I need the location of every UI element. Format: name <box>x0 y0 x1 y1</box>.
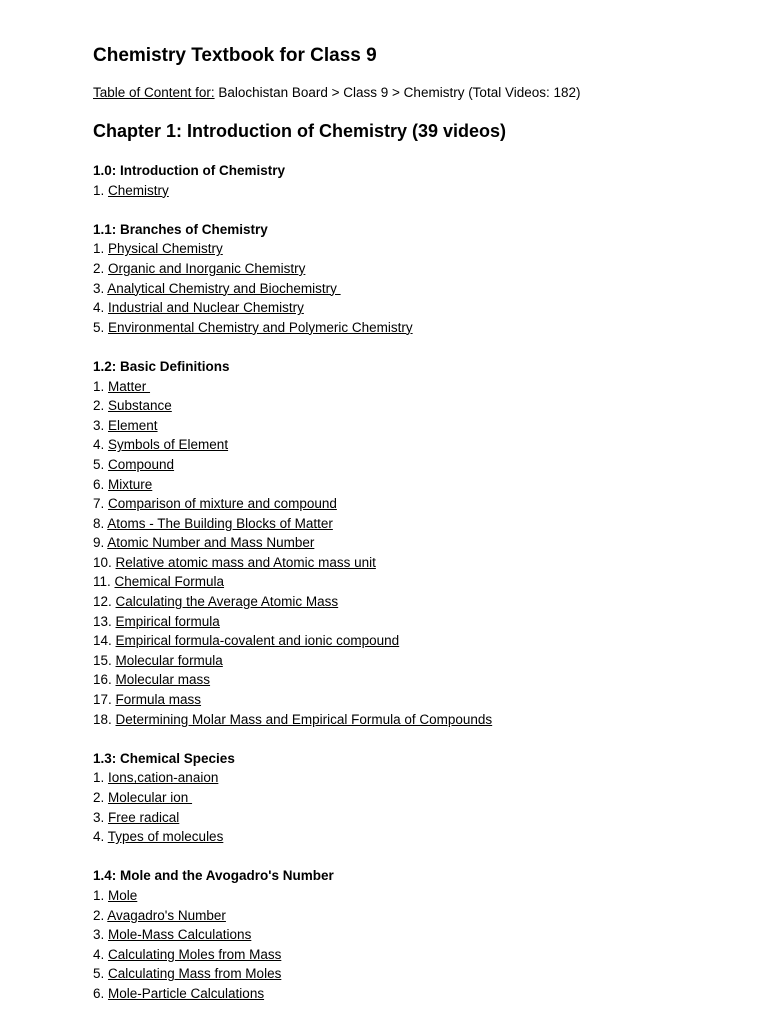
item-number: 7. <box>93 496 109 512</box>
toc-path: Balochistan Board > Class 9 > Chemistry (Total Videos: 182) <box>214 85 581 100</box>
video-link[interactable]: Relative atomic mass and Atomic mass unit <box>115 554 376 570</box>
item-number: 2. <box>93 260 109 276</box>
item-number: 5. <box>93 319 109 335</box>
sections-list <box>93 161 492 1023</box>
list-item <box>93 827 492 847</box>
video-link[interactable]: Calculating Mass from Moles <box>108 966 282 982</box>
video-link[interactable]: Element <box>108 417 158 433</box>
section-heading: 1.3: Chemical Species <box>93 750 235 766</box>
item-number: 2. <box>93 790 109 805</box>
item-number: 17. <box>93 692 116 708</box>
list-item <box>93 592 492 612</box>
video-link[interactable]: Organic and Inorganic Chemistry <box>108 260 306 276</box>
video-link[interactable]: Molecular formula <box>115 652 223 668</box>
video-link[interactable]: Analytical Chemistry and Biochemistry <box>107 280 341 296</box>
list-item <box>93 886 492 906</box>
item-number: 3. <box>93 280 108 296</box>
item-number: 4. <box>93 300 109 316</box>
video-link[interactable]: Substance <box>108 398 172 414</box>
list-item <box>93 945 492 965</box>
video-link[interactable]: Mole-Particle Calculations <box>108 985 265 1001</box>
item-number: 10. <box>93 554 116 570</box>
item-number: 5. <box>93 966 109 982</box>
item-number: 3. <box>93 809 109 825</box>
section-heading: 1.0: Introduction of Chemistry <box>93 163 286 178</box>
toc-prefix: Table of Content for: <box>93 85 215 100</box>
list-item <box>93 181 492 201</box>
list-item <box>93 631 492 651</box>
video-link[interactable]: Formula mass <box>115 692 202 708</box>
video-link[interactable]: Mole-Mass Calculations <box>108 927 252 943</box>
list-item <box>93 788 492 808</box>
item-number: 6. <box>93 985 109 1001</box>
list-item <box>93 906 492 926</box>
item-number: 6. <box>93 476 109 492</box>
list-item <box>93 279 492 299</box>
video-link[interactable]: Molecular ion <box>108 790 193 805</box>
video-link[interactable]: Avagadro's Number <box>107 907 226 923</box>
item-number: 3. <box>93 927 109 943</box>
video-link[interactable]: Chemistry <box>108 182 169 198</box>
list-item <box>93 416 492 436</box>
list-item <box>93 925 492 945</box>
video-link[interactable]: Atoms - The Building Blocks of Matter <box>107 515 333 531</box>
item-number: 1. <box>93 378 109 394</box>
video-link[interactable]: Empirical formula-covalent and ionic compound <box>115 633 400 649</box>
item-number: 1. <box>93 241 109 257</box>
section <box>93 749 492 847</box>
list-item <box>93 514 492 534</box>
table-of-content-line <box>93 85 581 100</box>
item-number: 2. <box>93 398 109 414</box>
list-item <box>93 670 492 690</box>
list-item <box>93 239 492 259</box>
list-item <box>93 396 492 416</box>
item-number: 13. <box>93 613 116 629</box>
list-item <box>93 494 492 514</box>
item-number: 15. <box>93 652 116 668</box>
section <box>93 220 492 338</box>
list-item <box>93 964 492 984</box>
video-link[interactable]: Empirical formula <box>115 613 220 629</box>
list-item <box>93 298 492 318</box>
list-item <box>93 612 492 632</box>
video-link[interactable]: Calculating the Average Atomic Mass <box>115 594 339 610</box>
chapter-title: Chapter 1: Introduction of Chemistry (39 videos) <box>93 121 507 141</box>
item-number: 1. <box>93 182 109 198</box>
list-item <box>93 553 492 573</box>
section-heading: 1.1: Branches of Chemistry <box>93 221 268 237</box>
list-item <box>93 808 492 828</box>
list-item <box>93 710 492 730</box>
item-number: 4. <box>93 829 108 845</box>
list-item <box>93 455 492 475</box>
item-number: 1. <box>93 770 109 786</box>
list-item <box>93 318 492 338</box>
item-number: 2. <box>93 907 108 923</box>
video-link[interactable]: Determining Molar Mass and Empirical Formula of Compounds <box>115 711 493 727</box>
video-link[interactable]: Mixture <box>108 476 153 492</box>
video-link[interactable]: Atomic Number and Mass Number <box>107 535 315 551</box>
item-number: 12. <box>93 594 116 610</box>
item-number: 16. <box>93 672 116 688</box>
item-number: 5. <box>93 456 109 472</box>
item-number: 11. <box>93 574 115 590</box>
list-item <box>93 435 492 455</box>
item-number: 4. <box>93 946 109 962</box>
video-link[interactable]: Molecular mass <box>115 672 211 688</box>
video-link[interactable]: Free radical <box>108 809 180 825</box>
document-title: Chemistry Textbook for Class 9 <box>93 45 377 66</box>
list-item <box>93 259 492 279</box>
item-number: 18. <box>93 711 116 727</box>
video-link[interactable]: Compound <box>108 456 175 472</box>
video-link[interactable]: Industrial and Nuclear Chemistry <box>108 300 304 316</box>
list-item <box>93 377 492 397</box>
video-link[interactable]: Comparison of mixture and compound <box>108 496 337 512</box>
section-heading: 1.2: Basic Definitions <box>93 358 230 374</box>
item-number: 9. <box>93 535 108 551</box>
video-link[interactable]: Chemical Formula <box>114 574 225 590</box>
section <box>93 866 492 1003</box>
video-link[interactable]: Symbols of Element <box>108 437 229 453</box>
item-number: 14. <box>93 633 116 649</box>
video-link[interactable]: Types of molecules <box>107 829 224 845</box>
item-number: 4. <box>93 437 109 453</box>
video-link[interactable]: Environmental Chemistry and Polymeric Chemistry <box>108 319 413 335</box>
list-item <box>93 984 492 1004</box>
item-number: 8. <box>93 515 108 531</box>
list-item <box>93 533 492 553</box>
section <box>93 161 492 200</box>
list-item <box>93 572 492 592</box>
section-heading: 1.4: Mole and the Avogadro's Number <box>93 868 334 884</box>
item-number: 3. <box>93 417 109 433</box>
video-link[interactable]: Physical Chemistry <box>108 241 223 257</box>
item-number: 1. <box>93 887 109 903</box>
list-item <box>93 651 492 671</box>
video-link[interactable]: Mole <box>108 887 138 903</box>
video-link[interactable]: Calculating Moles from Mass <box>108 946 282 962</box>
video-link[interactable]: Matter <box>108 378 151 394</box>
list-item <box>93 768 492 788</box>
section <box>93 357 492 729</box>
list-item <box>93 475 492 495</box>
list-item <box>93 690 492 710</box>
video-link[interactable]: Ions,cation-anaion <box>108 770 219 786</box>
